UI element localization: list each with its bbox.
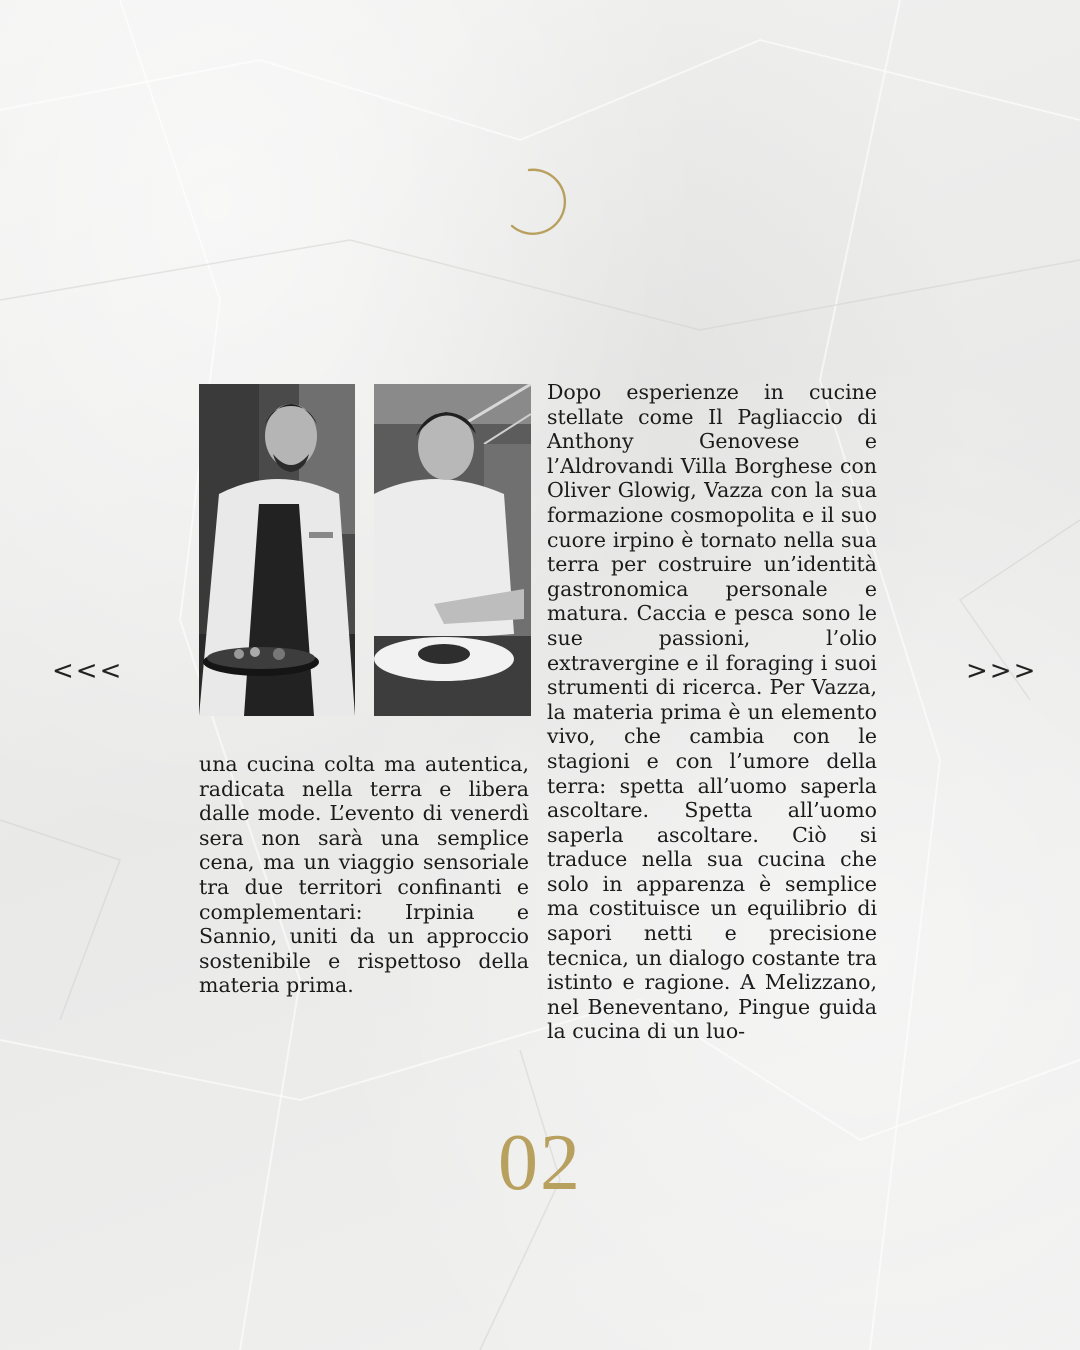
crescent-moon-icon	[499, 163, 575, 239]
previous-page-arrows[interactable]: <<<	[52, 656, 124, 686]
article-right-column: Dopo esperienze in cucine stellate come Il Pagliaccio di Anthony Genovese e l’Aldrovandi Villa Borghese con Oliver Glowig, Vazza con la sua formazione cosmopolita e il suo cuore irpino è tornato nella sua terra per costruire un’identità gastronomica personale e matura. Caccia e pesca sono le sue passioni, l’olio extravergine e il foraging i suoi strumenti di ricerca. Per Vazza, la materia prima è un elemento vivo, che cambia con le stagioni e con l’umore della terra: spetta all’uomo saperla ascoltare. Spetta all’uomo saperla ascoltare. Ciò si traduce nella sua cucina che solo in apparenza è semplice ma costituisce un equilibrio di sapori netti e precisione tecnica, un dialogo costante tra istinto e ragione. A Melizzano, nel Beneventano, Pingue guida la cucina di un luo-	[547, 380, 877, 1044]
chef-with-plate-photo	[199, 384, 355, 716]
chef-plating-photo	[374, 384, 531, 716]
article-left-column: una cucina colta ma autentica, radicata nella terra e libera dalle mode. L’evento di venerdì sera non sarà una semplice cena, ma un viaggio sensoriale tra due territori confinanti e complementari: Irpinia e Sannio, uniti da un approccio sostenibile e rispettoso della materia prima.	[199, 752, 529, 998]
page-number: 02	[498, 1119, 582, 1207]
next-page-arrows[interactable]: >>>	[966, 656, 1038, 686]
